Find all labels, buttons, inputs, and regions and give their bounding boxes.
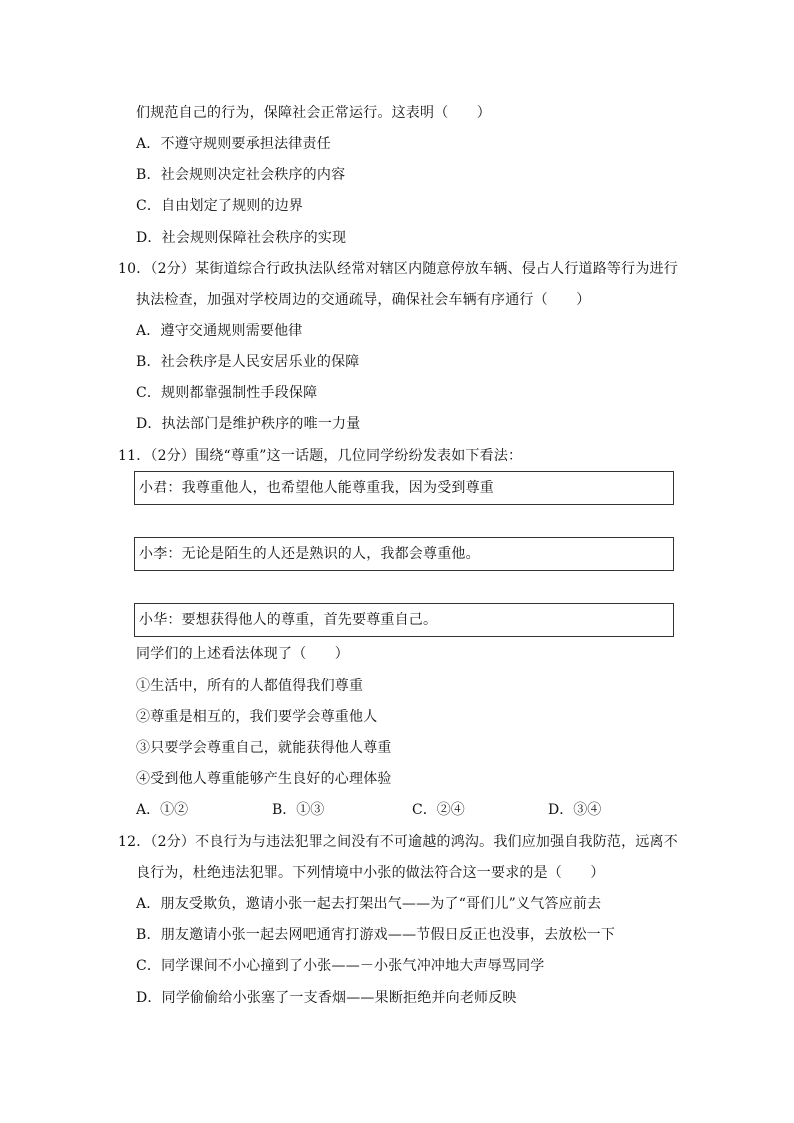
- q11-opinion-3: 小华：要想获得他人的尊重，首先要尊重自己。: [139, 612, 438, 628]
- q11-prompt: 同学们的上述看法体现了（ ）: [136, 646, 349, 662]
- q10-stem-line2: 执法检查，加强对学校周边的交通疏导，确保社会车辆有序通行（ ）: [136, 292, 591, 308]
- q11-opinion-1: 小君：我尊重他人，也希望他人能尊重我，因为受到尊重: [139, 480, 494, 496]
- q10-stem-line1: 10．（2分）某街道综合行政执法队经常对辖区内随意停放车辆、侵占人行道路等行为进行: [118, 261, 678, 277]
- q11-stem: 11．（2分）围绕“尊重”这一话题，几位同学纷纷发表如下看法：: [118, 448, 523, 464]
- q9-option-d: D．社会规则保障社会秩序的实现: [136, 230, 347, 246]
- q9-stem-tail: 们规范自己的行为，保障社会正常运行。这表明（ ）: [136, 105, 491, 121]
- q11-opinion-2: 小李：无论是陌生的人还是熟识的人，我都会尊重他。: [139, 546, 480, 562]
- q12-option-c: C．同学课间不小心撞到了小张——－小张气冲冲地大声辱骂同学: [136, 958, 545, 974]
- q11-choice-c: C．②④: [412, 802, 465, 818]
- q10-option-d: D．执法部门是维护秩序的唯一力量: [136, 416, 361, 432]
- q10-option-c: C．规则都靠强制性手段保障: [136, 385, 318, 401]
- q9-option-b: B．社会规则决定社会秩序的内容: [136, 167, 346, 183]
- q11-choice-a: A．①②: [136, 802, 189, 818]
- q12-stem-line2: 良行为，杜绝违法犯罪。下列情境中小张的做法符合这一要求的是（ ）: [136, 865, 605, 881]
- q11-statement-1: ①生活中，所有的人都值得我们尊重: [136, 678, 364, 694]
- q9-option-c: C．自由划定了规则的边界: [136, 198, 304, 214]
- q11-opinion-box-2: [134, 537, 674, 571]
- q12-option-d: D．同学偷偷给小张塞了一支香烟——果断拒绝并向老师反映: [136, 990, 517, 1006]
- q10-option-b: B．社会秩序是人民安居乐业的保障: [136, 354, 360, 370]
- q12-option-a: A．朋友受欺负，邀请小张一起去打架出气——为了“哥们儿”义气答应前去: [136, 896, 602, 912]
- q11-statement-2: ②尊重是相互的，我们要学会尊重他人: [136, 709, 378, 725]
- q11-choice-d: D．③④: [548, 802, 602, 818]
- q11-choice-b: B．①③: [272, 802, 325, 818]
- q11-statement-4: ④受到他人尊重能够产生良好的心理体验: [136, 771, 392, 787]
- q11-opinion-box-1: [134, 471, 674, 505]
- q12-stem-line1: 12．（2分）不良行为与违法犯罪之间没有不可逾越的鸿沟。我们应加强自我防范，远离不: [118, 834, 678, 850]
- q10-option-a: A．遵守交通规则需要他律: [136, 323, 303, 339]
- q9-option-a: A．不遵守规则要承担法律责任: [136, 136, 331, 152]
- q12-option-b: B．朋友邀请小张一起去网吧通宵打游戏——节假日反正也没事，去放松一下: [136, 927, 616, 943]
- q11-statement-3: ③只要学会尊重自己，就能获得他人尊重: [136, 740, 392, 756]
- q11-opinion-box-3: [134, 603, 674, 637]
